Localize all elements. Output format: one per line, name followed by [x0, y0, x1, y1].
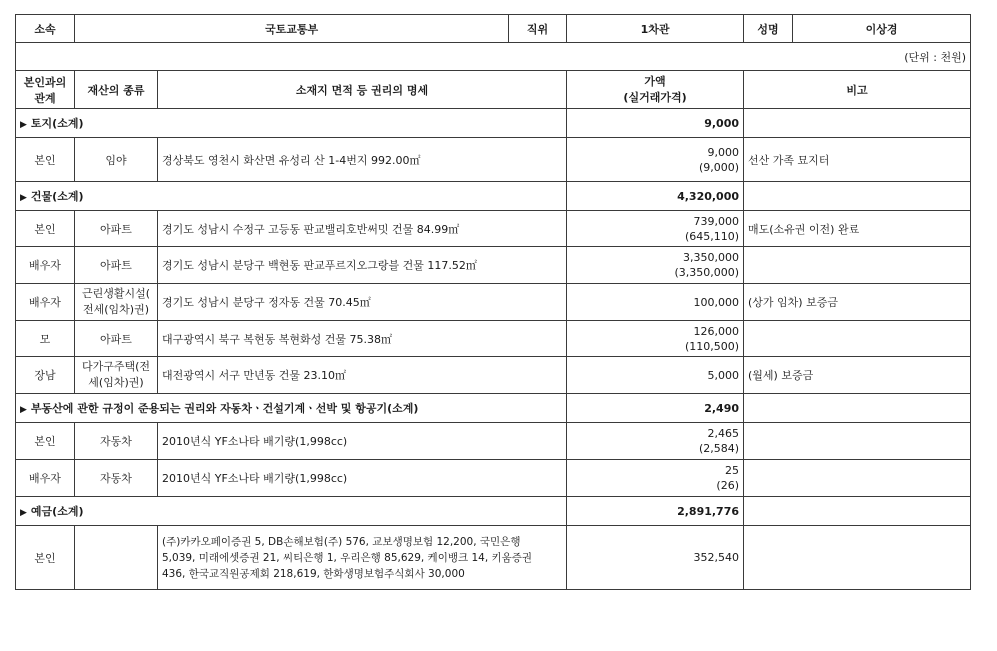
row-detail: 대구광역시 북구 복현동 복현화성 건물 75.38㎡	[158, 321, 567, 357]
section-note	[744, 182, 971, 211]
row-kind-line1: 근린생활시설(	[81, 287, 151, 300]
row-value-declared: 3,350,000	[683, 251, 740, 264]
row-kind	[75, 357, 158, 394]
unit-note: (단위 : 천원)	[16, 43, 971, 71]
row-note	[744, 526, 971, 590]
row-note	[744, 321, 971, 357]
triangle-right-icon: ▶	[20, 193, 27, 203]
row-kind-line2: 전세(임차)권)	[82, 303, 149, 316]
position-value: 1차관	[567, 15, 744, 43]
row-value	[567, 247, 744, 284]
row-note: 매도(소유권 이전) 완료	[744, 211, 971, 247]
section-title-text: 토지(소계)	[30, 117, 84, 130]
row-value	[567, 138, 744, 182]
section-note	[744, 497, 971, 526]
row-detail-line3: 436, 한국교직원공제회 218,619, 한화생명보험주식회사 30,000	[162, 567, 465, 580]
col-note-header: 비고	[744, 71, 971, 109]
section-total: 2,891,776	[567, 497, 744, 526]
row-value	[567, 321, 744, 357]
row-kind: 아파트	[75, 211, 158, 247]
table-row	[16, 526, 971, 590]
section-title	[16, 109, 567, 138]
row-value-real: (9,000)	[698, 160, 740, 174]
row-note	[744, 460, 971, 497]
row-value	[567, 284, 744, 321]
section-total: 2,490	[567, 394, 744, 423]
row-value	[567, 423, 744, 460]
row-value	[567, 357, 744, 394]
asset-disclosure-document	[15, 14, 970, 590]
row-relation: 본인	[16, 526, 75, 590]
col-kind-header: 재산의 종류	[75, 71, 158, 109]
section-subtotal-deposits	[16, 497, 971, 526]
col-value-header-line1: 가액	[644, 74, 666, 88]
section-subtotal-land	[16, 109, 971, 138]
section-total: 9,000	[567, 109, 744, 138]
row-kind: 아파트	[75, 247, 158, 284]
row-value	[567, 211, 744, 247]
row-detail-line1: (주)카카오페이증권 5, DB손해보험(주) 576, 교보생명보험 12,200, 국민은행	[162, 535, 521, 548]
row-kind: 아파트	[75, 321, 158, 357]
row-note: (월세) 보증금	[744, 357, 971, 394]
row-value-declared: 100,000	[693, 295, 740, 309]
section-note	[744, 394, 971, 423]
row-value-declared: 25	[725, 464, 740, 477]
row-value-real: (2,584)	[698, 442, 740, 455]
row-detail: 경기도 성남시 분당구 정자동 건물 70.45㎡	[158, 284, 567, 321]
row-value-declared: 9,000	[707, 145, 740, 159]
row-kind: 임야	[75, 138, 158, 182]
row-detail: 대전광역시 서구 만년동 건물 23.10㎡	[158, 357, 567, 394]
name-label: 성명	[744, 15, 793, 43]
row-relation: 배우자	[16, 460, 75, 497]
section-title	[16, 394, 567, 423]
name-value: 이상경	[793, 15, 971, 43]
row-value-declared: 2,465	[707, 427, 740, 440]
row-detail	[158, 526, 567, 590]
row-note: (상가 임차) 보증금	[744, 284, 971, 321]
row-kind: 자동차	[75, 423, 158, 460]
col-detail-header: 소재지 면적 등 권리의 명세	[158, 71, 567, 109]
row-relation: 본인	[16, 138, 75, 182]
row-detail: 2010년식 YF소나타 배기량(1,998cc)	[158, 460, 567, 497]
row-kind	[75, 526, 158, 590]
row-value-declared: 739,000	[693, 214, 740, 228]
col-value-header	[567, 71, 744, 109]
row-kind: 자동차	[75, 460, 158, 497]
row-note	[744, 423, 971, 460]
row-value-real: (645,110)	[684, 229, 740, 243]
row-relation: 장남	[16, 357, 75, 394]
row-relation: 배우자	[16, 284, 75, 321]
table-row	[16, 460, 971, 497]
unit-row	[16, 43, 971, 71]
table-row	[16, 357, 971, 394]
row-note	[744, 247, 971, 284]
col-relation-header: 본인과의 관계	[16, 71, 75, 109]
triangle-right-icon: ▶	[20, 508, 27, 518]
row-kind	[75, 284, 158, 321]
row-value-real: (26)	[716, 479, 740, 492]
position-label: 직위	[509, 15, 567, 43]
row-value-declared: 352,540	[693, 551, 740, 564]
row-relation: 배우자	[16, 247, 75, 284]
row-detail: 경기도 성남시 분당구 백현동 판교푸르지오그랑블 건물 117.52㎡	[158, 247, 567, 284]
section-title-text: 부동산에 관한 규정이 준용되는 권리와 자동차ㆍ건설기계ㆍ선박 및 항공기(소계)	[30, 402, 419, 415]
table-row	[16, 138, 971, 182]
section-title-text: 건물(소계)	[30, 190, 84, 203]
row-relation: 본인	[16, 211, 75, 247]
section-title	[16, 497, 567, 526]
column-header-row	[16, 71, 971, 109]
table-row	[16, 247, 971, 284]
section-total: 4,320,000	[567, 182, 744, 211]
row-detail: 경기도 성남시 수정구 고등동 판교밸리호반써밋 건물 84.99㎡	[158, 211, 567, 247]
triangle-right-icon: ▶	[20, 120, 27, 130]
row-kind-line2: 세(임차)권)	[88, 376, 144, 389]
table-row	[16, 211, 971, 247]
table-row	[16, 284, 971, 321]
section-note	[744, 109, 971, 138]
row-value-declared: 5,000	[707, 368, 740, 382]
row-value-declared: 126,000	[693, 324, 740, 338]
official-info-row	[16, 15, 971, 43]
triangle-right-icon: ▶	[20, 405, 27, 415]
row-note: 선산 가족 묘지터	[744, 138, 971, 182]
section-subtotal-vehicles	[16, 394, 971, 423]
row-detail-line2: 5,039, 미래에셋증권 21, 씨티은행 1, 우리은행 85,629, 케이뱅크 14, 키움증권	[162, 551, 533, 564]
col-value-header-line2: (실거래가격)	[623, 90, 687, 104]
section-title-text: 예금(소계)	[30, 505, 84, 518]
row-value	[567, 460, 744, 497]
row-detail: 2010년식 YF소나타 배기량(1,998cc)	[158, 423, 567, 460]
row-value	[567, 526, 744, 590]
row-kind-line1: 다가구주택(전	[81, 360, 151, 373]
table-row	[16, 423, 971, 460]
row-value-real: (3,350,000)	[674, 266, 740, 279]
affiliation-label: 소속	[16, 15, 75, 43]
table-row	[16, 321, 971, 357]
affiliation-value: 국토교통부	[75, 15, 509, 43]
section-title	[16, 182, 567, 211]
row-relation: 본인	[16, 423, 75, 460]
row-value-real: (110,500)	[684, 339, 740, 353]
row-relation: 모	[16, 321, 75, 357]
row-detail: 경상북도 영천시 화산면 유성리 산 1-4번지 992.00㎡	[158, 138, 567, 182]
asset-table	[15, 14, 971, 590]
section-subtotal-buildings	[16, 182, 971, 211]
